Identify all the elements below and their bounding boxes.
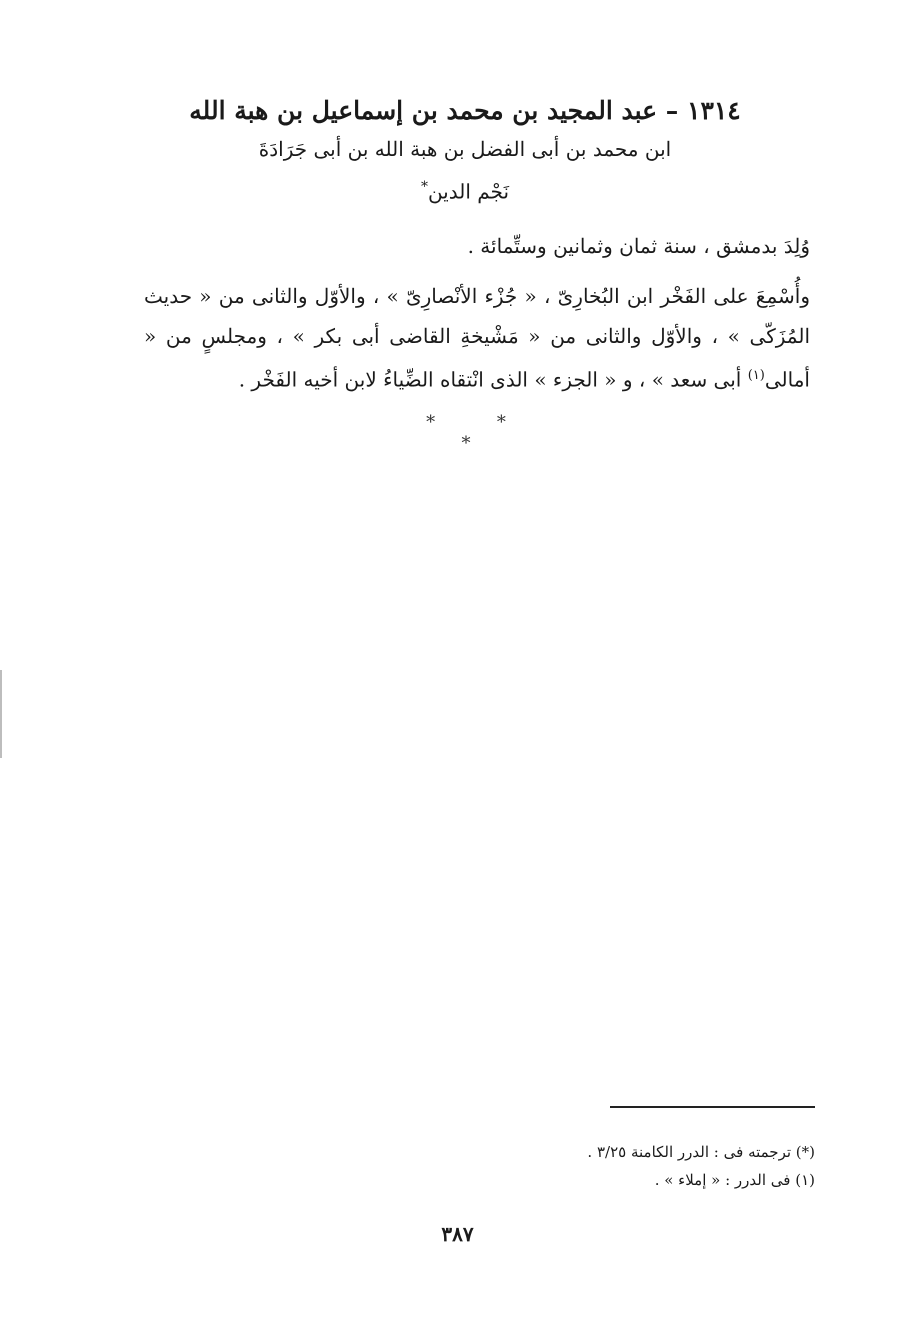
body-text-part2: أبى سعد » ، و « الجزء » الذى انْتقاه الضِّياءُ لابن أخيه الفَخْر .: [238, 367, 742, 392]
entry-title: ١٣١٤ – عبد المجيد بن محمد بن إسماعيل بن هبة الله: [189, 96, 741, 125]
footnote-ref-1: (١): [747, 368, 765, 383]
entry-body: [144, 226, 810, 400]
body-paragraph-hearing: [144, 276, 810, 400]
entry-laqab: نَجْم الدين: [427, 179, 510, 204]
section-separator: * * *: [426, 412, 534, 454]
entry-laqab-line: [120, 168, 810, 211]
body-paragraph-birth: وُلِدَ بدمشق ، سنة ثمان وثمانين وستِّمائة .: [467, 234, 810, 258]
footnote-item: (١) فى الدرر : « إملاء » .: [654, 1171, 815, 1189]
footnote-item: (*) ترجمته فى : الدرر الكامنة ٣/٢٥ .: [587, 1143, 815, 1161]
body-text-part1: وأُسْمِعَ على الفَخْر ابن البُخارِىّ ، « جُزْء الأنْصارِىّ » ، والأوّل والثانى من « حديث المُزَكّى » ، والأوّل والثانى من « مَشْيخةِ القاضى أبى بكر » ، ومجلسٍ من « أمالى: [144, 284, 810, 392]
footnotes: [560, 1138, 815, 1194]
entry-lineage: ابن محمد بن أبى الفضل بن هبة الله بن أبى جَرَادَةَ: [258, 137, 672, 161]
footnote-rule: [610, 1106, 815, 1108]
entry-laqab-mark: *: [420, 179, 428, 195]
entry-heading: [120, 92, 810, 211]
scan-edge-mark: [0, 670, 2, 758]
page-number: ٣٨٧: [441, 1222, 474, 1246]
